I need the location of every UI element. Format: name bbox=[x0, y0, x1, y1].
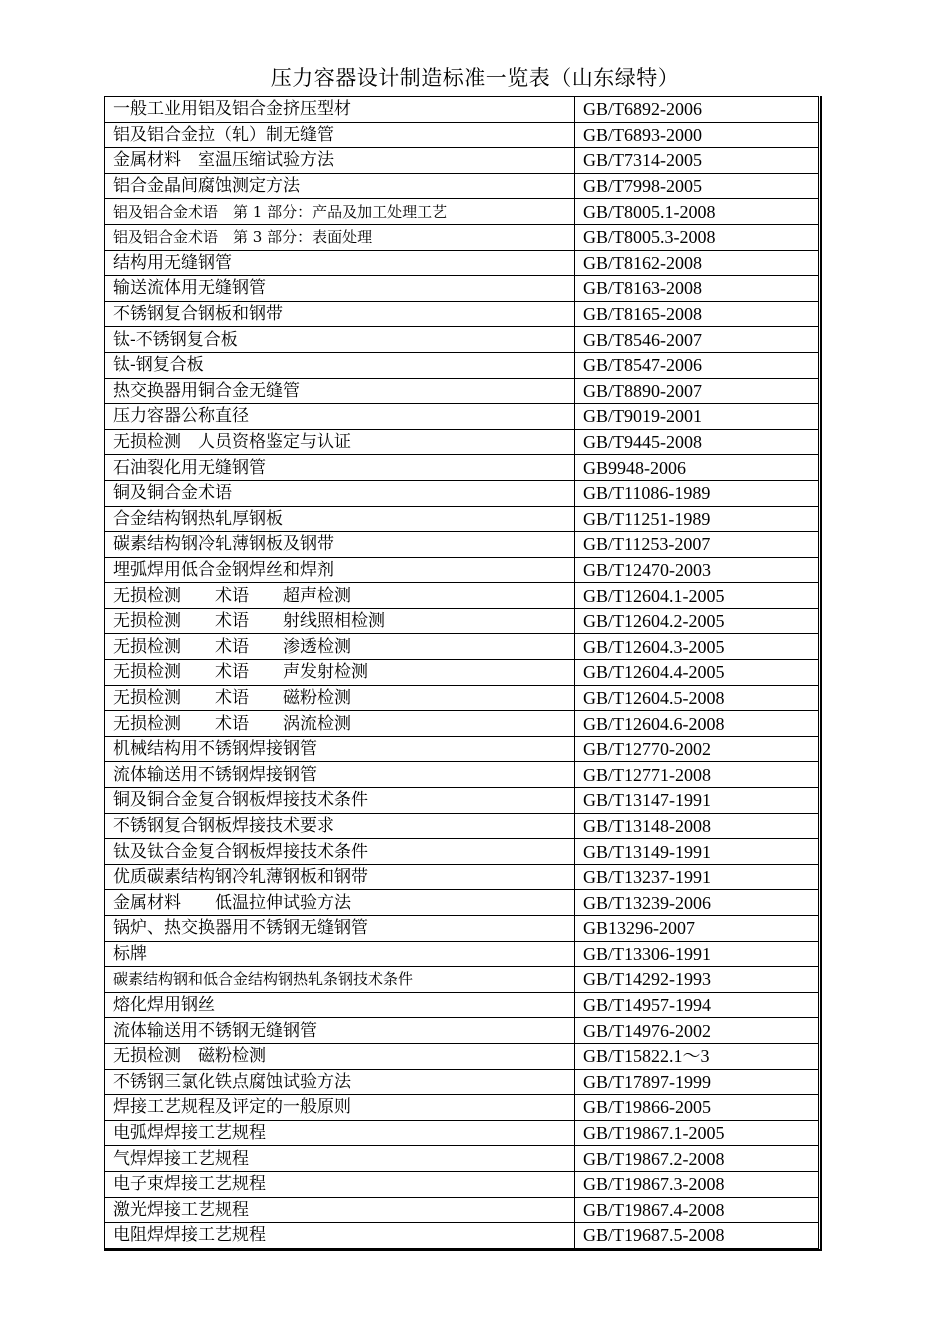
standard-name-cell: 熔化焊用钢丝 bbox=[105, 992, 575, 1018]
table-row bbox=[105, 404, 819, 430]
standard-code-cell: GB/T13148-2008 bbox=[575, 813, 819, 839]
standard-name-cell: 金属材料 室温压缩试验方法 bbox=[105, 148, 575, 174]
table-row bbox=[105, 480, 819, 506]
standard-name-cell: 无损检测 术语 渗透检测 bbox=[105, 634, 575, 660]
standard-code-cell: GB/T17897-1999 bbox=[575, 1069, 819, 1095]
standard-code-cell: GB13296-2007 bbox=[575, 916, 819, 942]
standard-code-cell: GB9948-2006 bbox=[575, 455, 819, 481]
standard-name-cell: 压力容器公称直径 bbox=[105, 404, 575, 430]
standard-code-cell: GB/T6892-2006 bbox=[575, 97, 819, 123]
standard-code-cell: GB/T9019-2001 bbox=[575, 404, 819, 430]
table-row bbox=[105, 890, 819, 916]
standard-name-cell: 气焊焊接工艺规程 bbox=[105, 1146, 575, 1172]
table-row bbox=[105, 608, 819, 634]
standard-code-cell: GB/T11253-2007 bbox=[575, 532, 819, 558]
standard-name-cell: 钛及钛合金复合钢板焊接技术条件 bbox=[105, 839, 575, 865]
table-row bbox=[105, 1018, 819, 1044]
standard-code-cell: GB/T19867.2-2008 bbox=[575, 1146, 819, 1172]
table-row bbox=[105, 992, 819, 1018]
standard-code-cell: GB/T11251-1989 bbox=[575, 506, 819, 532]
standard-name-cell: 锅炉、热交换器用不锈钢无缝钢管 bbox=[105, 916, 575, 942]
standard-name-cell: 碳素结构钢和低合金结构钢热轧条钢技术条件 bbox=[105, 967, 575, 993]
standard-code-cell: GB/T9445-2008 bbox=[575, 429, 819, 455]
standard-name-cell: 不锈钢复合钢板和钢带 bbox=[105, 301, 575, 327]
table-row bbox=[105, 1043, 819, 1069]
standard-name-cell: 电弧焊焊接工艺规程 bbox=[105, 1120, 575, 1146]
table-row bbox=[105, 276, 819, 302]
standard-code-cell: GB/T13149-1991 bbox=[575, 839, 819, 865]
table-row bbox=[105, 378, 819, 404]
standards-table bbox=[104, 96, 819, 1249]
standard-name-cell: 焊接工艺规程及评定的一般原则 bbox=[105, 1095, 575, 1121]
table-row bbox=[105, 1095, 819, 1121]
standard-code-cell: GB/T12604.2-2005 bbox=[575, 608, 819, 634]
table-row bbox=[105, 122, 819, 148]
standard-name-cell: 铜及铜合金复合钢板焊接技术条件 bbox=[105, 788, 575, 814]
standard-code-cell: GB/T7314-2005 bbox=[575, 148, 819, 174]
standard-name-cell: 钛-钢复合板 bbox=[105, 352, 575, 378]
standard-name-cell: 不锈钢复合钢板焊接技术要求 bbox=[105, 813, 575, 839]
table-row bbox=[105, 506, 819, 532]
standard-code-cell: GB/T12604.1-2005 bbox=[575, 583, 819, 609]
standard-code-cell: GB/T19867.3-2008 bbox=[575, 1171, 819, 1197]
standard-name-cell: 铝及铝合金术语 第 1 部分：产品及加工处理工艺 bbox=[105, 199, 575, 225]
standard-name-cell: 石油裂化用无缝钢管 bbox=[105, 455, 575, 481]
table-row bbox=[105, 1197, 819, 1223]
standard-code-cell: GB/T6893-2000 bbox=[575, 122, 819, 148]
table-row bbox=[105, 711, 819, 737]
standard-code-cell: GB/T8162-2008 bbox=[575, 250, 819, 276]
standard-name-cell: 无损检测 术语 射线照相检测 bbox=[105, 608, 575, 634]
standard-name-cell: 结构用无缝钢管 bbox=[105, 250, 575, 276]
standard-code-cell: GB/T13239-2006 bbox=[575, 890, 819, 916]
table-row bbox=[105, 455, 819, 481]
standard-name-cell: 铝及铝合金拉（轧）制无缝管 bbox=[105, 122, 575, 148]
standard-name-cell: 一般工业用铝及铝合金挤压型材 bbox=[105, 97, 575, 123]
standard-name-cell: 热交换器用铜合金无缝管 bbox=[105, 378, 575, 404]
table-row bbox=[105, 941, 819, 967]
table-row bbox=[105, 864, 819, 890]
standard-code-cell: GB/T8890-2007 bbox=[575, 378, 819, 404]
standard-name-cell: 金属材料 低温拉伸试验方法 bbox=[105, 890, 575, 916]
standard-name-cell: 合金结构钢热轧厚钢板 bbox=[105, 506, 575, 532]
standard-code-cell: GB/T14976-2002 bbox=[575, 1018, 819, 1044]
standard-code-cell: GB/T8005.1-2008 bbox=[575, 199, 819, 225]
standard-name-cell: 优质碳素结构钢冷轧薄钢板和钢带 bbox=[105, 864, 575, 890]
standard-name-cell: 碳素结构钢冷轧薄钢板及钢带 bbox=[105, 532, 575, 558]
table-row bbox=[105, 557, 819, 583]
standard-code-cell: GB/T8546-2007 bbox=[575, 327, 819, 353]
page-title: 压力容器设计制造标准一览表（山东绿特） bbox=[270, 66, 680, 90]
standard-code-cell: GB/T8547-2006 bbox=[575, 352, 819, 378]
table-row bbox=[105, 429, 819, 455]
table-row bbox=[105, 788, 819, 814]
table-row bbox=[105, 1171, 819, 1197]
standard-code-cell: GB/T13306-1991 bbox=[575, 941, 819, 967]
table-row bbox=[105, 1120, 819, 1146]
standard-name-cell: 无损检测 术语 磁粉检测 bbox=[105, 685, 575, 711]
table-row bbox=[105, 97, 819, 123]
table-row bbox=[105, 634, 819, 660]
table-row bbox=[105, 916, 819, 942]
standard-code-cell: GB/T13147-1991 bbox=[575, 788, 819, 814]
standard-code-cell: GB/T14292-1993 bbox=[575, 967, 819, 993]
standard-name-cell: 流体输送用不锈钢无缝钢管 bbox=[105, 1018, 575, 1044]
table-row bbox=[105, 173, 819, 199]
standard-code-cell: GB/T13237-1991 bbox=[575, 864, 819, 890]
standard-name-cell: 无损检测 人员资格鉴定与认证 bbox=[105, 429, 575, 455]
standard-name-cell: 电子束焊接工艺规程 bbox=[105, 1171, 575, 1197]
table-row bbox=[105, 532, 819, 558]
standard-code-cell: GB/T14957-1994 bbox=[575, 992, 819, 1018]
standards-table-wrapper bbox=[104, 96, 822, 1251]
standard-code-cell: GB/T19867.4-2008 bbox=[575, 1197, 819, 1223]
standard-name-cell: 铜及铜合金术语 bbox=[105, 480, 575, 506]
standard-code-cell: GB/T12604.5-2008 bbox=[575, 685, 819, 711]
standard-name-cell: 无损检测 术语 涡流检测 bbox=[105, 711, 575, 737]
table-row bbox=[105, 148, 819, 174]
table-row bbox=[105, 736, 819, 762]
standard-code-cell: GB/T19687.5-2008 bbox=[575, 1223, 819, 1249]
standard-code-cell: GB/T19866-2005 bbox=[575, 1095, 819, 1121]
table-row bbox=[105, 224, 819, 250]
table-row bbox=[105, 199, 819, 225]
standard-code-cell: GB/T8165-2008 bbox=[575, 301, 819, 327]
standard-name-cell: 电阻焊焊接工艺规程 bbox=[105, 1223, 575, 1249]
standard-code-cell: GB/T15822.1～3 bbox=[575, 1043, 819, 1069]
standard-code-cell: GB/T12771-2008 bbox=[575, 762, 819, 788]
table-row bbox=[105, 813, 819, 839]
standard-code-cell: GB/T11086-1989 bbox=[575, 480, 819, 506]
standard-name-cell: 激光焊接工艺规程 bbox=[105, 1197, 575, 1223]
table-row bbox=[105, 967, 819, 993]
standard-code-cell: GB/T12604.3-2005 bbox=[575, 634, 819, 660]
standard-code-cell: GB/T12604.4-2005 bbox=[575, 660, 819, 686]
standard-name-cell: 铝合金晶间腐蚀测定方法 bbox=[105, 173, 575, 199]
standard-name-cell: 机械结构用不锈钢焊接钢管 bbox=[105, 736, 575, 762]
standard-code-cell: GB/T12770-2002 bbox=[575, 736, 819, 762]
standard-name-cell: 流体输送用不锈钢焊接钢管 bbox=[105, 762, 575, 788]
table-row bbox=[105, 352, 819, 378]
table-row bbox=[105, 1223, 819, 1249]
standard-name-cell: 不锈钢三氯化铁点腐蚀试验方法 bbox=[105, 1069, 575, 1095]
standard-code-cell: GB/T12604.6-2008 bbox=[575, 711, 819, 737]
standard-name-cell: 无损检测 术语 超声检测 bbox=[105, 583, 575, 609]
standard-code-cell: GB/T7998-2005 bbox=[575, 173, 819, 199]
table-row bbox=[105, 660, 819, 686]
standard-name-cell: 无损检测 术语 声发射检测 bbox=[105, 660, 575, 686]
standard-code-cell: GB/T19867.1-2005 bbox=[575, 1120, 819, 1146]
standards-table-body bbox=[105, 97, 819, 1249]
standard-code-cell: GB/T12470-2003 bbox=[575, 557, 819, 583]
standard-name-cell: 无损检测 磁粉检测 bbox=[105, 1043, 575, 1069]
table-row bbox=[105, 301, 819, 327]
standard-code-cell: GB/T8163-2008 bbox=[575, 276, 819, 302]
standard-name-cell: 标牌 bbox=[105, 941, 575, 967]
standard-name-cell: 钛-不锈钢复合板 bbox=[105, 327, 575, 353]
table-row bbox=[105, 685, 819, 711]
standard-name-cell: 埋弧焊用低合金钢焊丝和焊剂 bbox=[105, 557, 575, 583]
table-row bbox=[105, 250, 819, 276]
table-row bbox=[105, 1146, 819, 1172]
table-row bbox=[105, 583, 819, 609]
standard-code-cell: GB/T8005.3-2008 bbox=[575, 224, 819, 250]
table-row bbox=[105, 1069, 819, 1095]
standard-name-cell: 铝及铝合金术语 第 3 部分：表面处理 bbox=[105, 224, 575, 250]
standard-name-cell: 输送流体用无缝钢管 bbox=[105, 276, 575, 302]
table-row bbox=[105, 327, 819, 353]
table-row bbox=[105, 762, 819, 788]
table-row bbox=[105, 839, 819, 865]
